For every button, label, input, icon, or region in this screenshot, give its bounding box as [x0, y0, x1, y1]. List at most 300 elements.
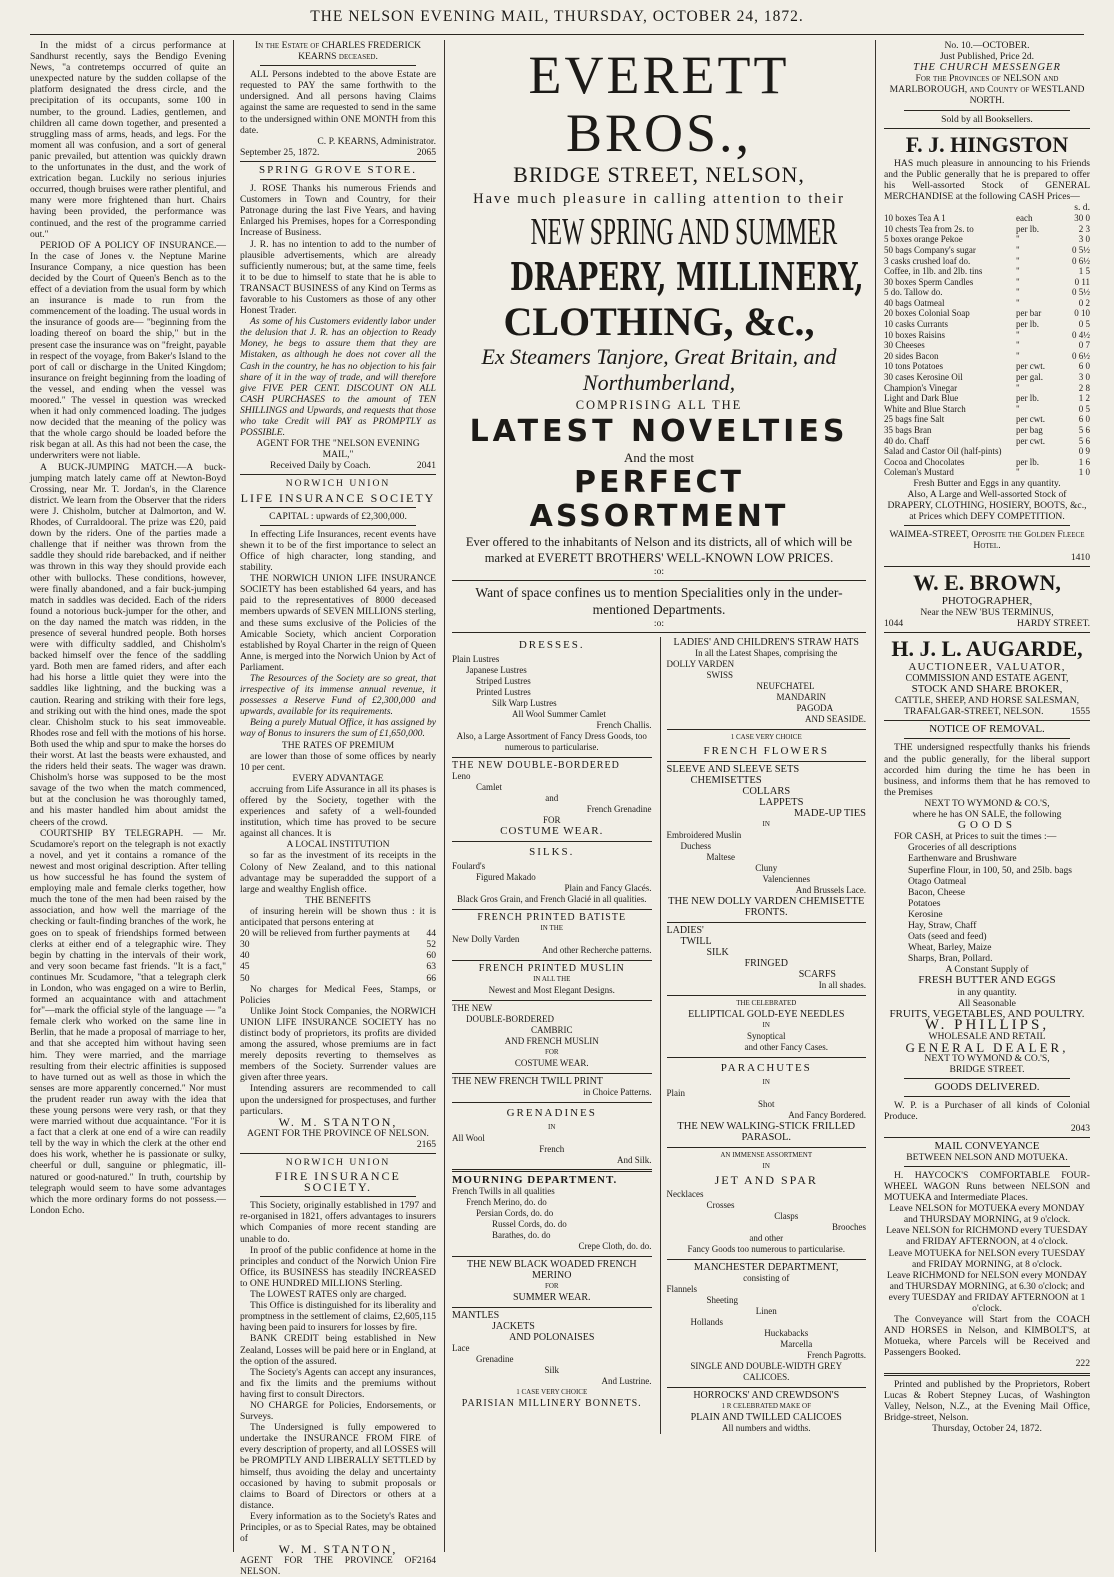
fj-fresh: Fresh Butter and Eggs in any quantity. — [913, 477, 1061, 489]
list-item: DOUBLE-BORDERED — [466, 1014, 554, 1025]
article-circus: In the midst of a circus performance at Sandhurst recently, says the Bendigo Evening News, "a contretemps occurred of quite an unexpected nature by the sudden collapse of the platform designated the dress circle, and the precipitation of its occupants, some 100 in number, to the ground. Ladies, gentlemen, and children all came down together, and presented a struggling mass of arms, heads, and legs. For the moment all was confusion, and a sort of general panic prevailed, but attention was quickly drawn to the unfortunates in the dust, and the work of extrication began. Luckily no serious injuries occurred, though bruises were rather plentiful, and many were more frightened than hurt. Chairs having been provided, the performance was continued, and the rest of the programme carried out." — [30, 40, 226, 240]
box — [667, 1147, 867, 1255]
list-item: Marcella — [780, 1339, 813, 1350]
schedule-item: Leave RICHMOND for NELSON every MONDAY and THURSDAY MORNING, at 6.30 o'clock; and every TUESDAY and FRIDAY AFTERNOON at 1 o'clock. — [886, 1269, 1088, 1314]
table-row: Coleman's Mustard " 1 0 — [884, 467, 1090, 478]
table-row: 10 tons Potatoes per cwt. 6 0 — [884, 361, 1090, 372]
list-item: MANDARIN — [776, 692, 826, 703]
list-item: Flannels — [666, 1284, 697, 1295]
list-item: French Grenadine — [586, 804, 652, 815]
life-para-1: In effecting Life Insurances, recent events have shewn it to be of the first importance to select an Office of high character, long standing, and stability. — [240, 528, 436, 574]
box — [452, 1256, 652, 1303]
ad-pleasure: Have much pleasure in calling attention to their — [473, 191, 845, 207]
fire-title: FIRE INSURANCE SOCIETY. — [275, 1169, 401, 1195]
list-item: Plain and Fancy Glacés. — [564, 883, 652, 894]
divider — [240, 474, 436, 475]
table-row: 35 bags Bran per bag 5 6 — [884, 425, 1090, 435]
life-advantage-body: accruing from Life Assurance in all its phases is offered by the Society, together with the experiences and safety of a well-founded institution, which time has proved to be secure against all chances. It is — [240, 783, 436, 840]
estate-footer — [240, 147, 436, 158]
estate-body: ALL Persons indebted to the above Estate are requested to PAY the same forthwith to the undersigned. And all persons having Claims against the same are requested to send in the same to the undersigned within ONE MONTH from this date. — [240, 69, 436, 136]
list-item: Bacon, Cheese — [908, 886, 966, 898]
web-number: 1044 — [884, 617, 904, 629]
ad-latest: LATEST NOVELTIES — [469, 414, 849, 449]
list-item: 1 R CELEBRATED MAKE OF — [721, 1402, 811, 1411]
list-item: Brooches — [832, 1222, 866, 1233]
list-item: Potatoes — [908, 897, 941, 909]
table-row: 45 63 — [240, 961, 436, 973]
list-item: LAPPETS — [759, 797, 804, 809]
table-row: 30 Cheeses " 0 7 — [884, 340, 1090, 351]
list-item: New Dolly Varden — [452, 934, 520, 945]
list-item: Sharps, Bran, Pollard. — [908, 953, 993, 965]
list-item: Camlet — [476, 782, 502, 793]
spring-grove-number: 2041 — [416, 460, 436, 472]
table-row: 30 52 — [240, 939, 436, 951]
column-adverts-left — [240, 40, 437, 1577]
life-number: 2165 — [416, 1138, 436, 1150]
column-news — [30, 40, 226, 1552]
mail-conveyance: MAIL CONVEYANCE — [934, 1139, 1040, 1152]
list-item: French Twills in all qualities — [452, 1186, 555, 1197]
box — [667, 995, 867, 1053]
list-item: Figured Makado — [476, 872, 536, 883]
fire-agent: AGENT FOR THE PROVINCE OF NELSON. — [240, 1555, 417, 1577]
box — [452, 841, 652, 905]
article-buck-jumping: A BUCK-JUMPING MATCH.—A buck-jumping match lately came off at Newton-Boyd Crossing, near Mr. T. Jordan's, in the Clarence district. We learn from the Observer that the riders were J. Chisholm, butcher at Dalmorton, and W. Rhodes, of Curraldooral. The prize was £20, paid down by the riders. One of the parties made a challenge that if neither was thrown from the saddle they should ride barebacked, and if neither was thrown in this way they should provide each other with bullocks. These conditions, however, were finally abandoned, and a fair buck-jumping match in saddles was decided. Each of the riders found a notorious buck-jumper for the other, and on the day named the match was ridden, in the presence of several hundred people. Both horses were with difficulty saddled, and Chisholm's backed himself over the fence of the saddling yard. Both men are famed riders, and after each had his horse a little quiet they were into the saddles like lightning, and the bucking was a caution. Rearing and striking with their fore legs, and striking out with the hind ones, made the spot clear. Chisholm stuck to his seat immoveable. Rhodes rose and fell with the motions of his horse. Both used the whip and spur to make the horses do their worst. At last the beasts were exhausted, and the riders held their seats. The wager was drawn. Chisholm's horse was supposed to be the most savage of the two when the match commenced, but at the conclusion he was thoroughly tamed, and his master handled him about amidst the cheers of the crowd. — [30, 461, 226, 828]
list-item: Embroidered Muslin — [666, 830, 742, 841]
black-for: FOR — [544, 1282, 559, 1291]
box — [452, 1073, 652, 1098]
fresh-butter: FRESH BUTTER AND EGGS — [918, 974, 1056, 987]
supply: A Constant Supply of — [945, 964, 1029, 976]
list-item: and other — [749, 1233, 784, 1244]
list-item: Striped Lustres — [476, 676, 531, 687]
list-item: Superfine Flour, in 100, 50, and 25lb. bags — [908, 864, 1073, 876]
list-item: and — [545, 793, 559, 804]
next-wymond: NEXT TO WYMOND & CO.'S, — [924, 1053, 1050, 1065]
manchester-heading: MANCHESTER DEPARTMENT, — [693, 1262, 839, 1274]
divider — [904, 738, 1070, 739]
notice-body: THE undersigned respectfully thanks his friends and the public generally, for the liberal support accorded him during the time he has been in business, and informs them that he has removed to the Premises — [884, 742, 1090, 798]
departments-right — [660, 637, 867, 1434]
table-row: 5 do. Tallow do. " 0 5½ — [884, 287, 1090, 298]
list-item: TWILL — [680, 936, 712, 948]
list-item: DOLLY VARDEN — [666, 659, 735, 670]
divider — [904, 1078, 1070, 1079]
list-item: French Challis. — [596, 720, 652, 731]
any-quantity: in any quantity. — [957, 986, 1017, 998]
list-item: consisting of — [743, 1273, 790, 1284]
fire-para-4: This Office is distinguished for its liberality and promptness in the settlement of claims, £2,605,115 having been paid to insurers for losses by fire. — [240, 1300, 436, 1334]
list-item: Silk Warp Lustres — [492, 698, 557, 709]
life-rates-body: are lower than those of some offices by nearly 10 per cent. — [240, 750, 436, 773]
fire-para-6: The Society's Agents can accept any insurances, and fix the limits and the premiums without having first to consult Directors. — [240, 1366, 436, 1400]
fire-para-9: Every information as to the Society's Rates and Principles, or as to Special Rates, may be obtained of — [240, 1510, 436, 1545]
list-item: Plain Lustres — [452, 654, 500, 665]
list-item: Newest and Most Elegant Designs. — [488, 985, 615, 996]
ad-street: BRIDGE STREET, NELSON, — [513, 162, 805, 187]
divider — [884, 632, 1090, 633]
muslin-heading: FRENCH PRINTED MUSLIN — [478, 963, 625, 975]
black-merino: THE NEW BLACK WOADED FRENCH MERINO — [466, 1259, 637, 1282]
list-item: COSTUME WEAR. — [514, 1058, 589, 1069]
list-item: Crosses — [706, 1200, 735, 1211]
life-para-2: THE NORWICH UNION LIFE INSURANCE SOCIETY has been established 64 years, and has paid to the representatives of 8000 deceased members upwards of SEVEN MILLIONS sterling, and these sums exclusive of the Policies of the Amicable Society, which ancient Corporation established by Royal Charter in the reign of Queen Anne, is merged into the Norwich Union by Act of Parliament. — [240, 573, 436, 673]
list-item: FOR — [542, 815, 561, 826]
ad-separator: :o: — [653, 566, 665, 577]
list-item: And other Recherche patterns. — [542, 945, 652, 956]
costume-wear: COSTUME WEAR. — [500, 825, 604, 838]
ad-departments — [452, 637, 866, 1434]
table-row: Light and Dark Blue per lb. 1 2 — [884, 393, 1090, 404]
needles-heading: ELLIPTICAL GOLD-EYE NEEDLES — [688, 1009, 845, 1021]
divider — [452, 1169, 652, 1172]
life-para-6: Intending assurers are recommended to call upon the undersigned for prospectuses, and further particulars. — [240, 1083, 436, 1117]
general-dealer: GENERAL DEALER, — [905, 1040, 1069, 1055]
box — [452, 757, 652, 837]
list-item: SWISS — [706, 670, 734, 681]
box — [452, 1102, 652, 1166]
list-item: FOR — [544, 1048, 559, 1057]
list-item: Necklaces — [666, 1189, 704, 1200]
table-row: Coffee, in 1lb. and 2lb. tins " 1 5 — [884, 266, 1090, 277]
hjl-line-1: AUCTIONEER, VALUATOR, — [908, 660, 1066, 673]
list-item: Otago Oatmeal — [908, 875, 967, 887]
list-item: Groceries of all descriptions — [908, 842, 1017, 854]
list-item: SINGLE AND DOUBLE-WIDTH GREY CALICOES. — [690, 1361, 843, 1383]
article-insurance: PERIOD OF A POLICY OF INSURANCE.— In the case of Jones v. the Neptune Marine Insurance Company, a nice question has been decided by the Court of Queen's Bench as to the effect of a deviation from the usual form by which an insurance is made to run from the commencement of the loading. The usual words in the insurance of goods are— "beginning from the loading thereof on board the ship," but in the present case the insurance was on "freight, payable in respect of the voyage, from Baker's Island to the port of call or discharge in the United Kingdom; insurance on freight beginning from the loading of the vessel, and ending when the vessel was moored." The vessel in question was wrecked when it had only commenced loading. The judges now decided that the meaning of the policy was that the whole cargo should be loaded before the risk began at all. As this had not been the case, the underwriters were not liable. — [30, 239, 226, 462]
fj-number: 1410 — [1070, 551, 1090, 563]
notice-next: NEXT TO WYMOND & CO.'S, — [924, 797, 1050, 809]
list-item: Leno — [452, 771, 471, 782]
dolly-varden-fronts: THE NEW DOLLY VARDEN CHEMISETTE FRONTS. — [668, 896, 865, 919]
box — [452, 909, 652, 956]
estate-date: September 25, 1872. — [240, 146, 320, 158]
box — [667, 761, 867, 918]
table-row: Champion's Vinegar " 2 8 — [884, 382, 1090, 393]
life-benefits: THE BENEFITS — [305, 894, 371, 906]
hjl-footer — [884, 706, 1090, 717]
list-item: French Merino, do. do — [466, 1197, 547, 1208]
walking-stick-parasol: THE NEW WALKING-STICK FRILLED PARASOL. — [677, 1121, 856, 1144]
fire-footer — [240, 1555, 436, 1577]
list-item: Silk — [544, 1365, 559, 1376]
parachutes-heading: PARACHUTES — [720, 1062, 812, 1075]
wholesale: WHOLESALE AND RETAIL — [928, 1030, 1046, 1042]
everett-bros-advert — [452, 40, 866, 1552]
dresses-also: Also, a Large Assortment of Fancy Dress Goods, too numerous to particularise. — [456, 731, 647, 753]
list-item: Sheeting — [706, 1295, 738, 1306]
divider — [260, 179, 416, 180]
table-row: 30 cases Kerosine Oil per gal. 3 0 — [884, 372, 1090, 383]
divider — [240, 161, 436, 162]
departments-left — [452, 637, 652, 1434]
life-signature: W. M. STANTON, — [278, 1114, 398, 1129]
list-item: CAMBRIC — [530, 1025, 573, 1036]
straw-hats-sub: In all the Latest Shapes, comprising the — [695, 648, 838, 659]
list-item: Earthenware and Brushware — [908, 853, 1017, 865]
table-row: White and Blue Starch " 0 5 — [884, 403, 1090, 414]
goods-list — [884, 842, 1090, 964]
list-item: Maltese — [706, 852, 735, 863]
list-item: Fancy Goods too numerous to particularise. — [687, 1244, 845, 1255]
ad-line-clothing: CLOTHING, &c., — [503, 299, 815, 344]
list-item: Duchess — [680, 841, 711, 852]
life-local-body: so far as the investment of its receipts in the Colony of New Zealand, and to this national advantage may be superadded the support of a large and wealthy English office. — [240, 850, 436, 895]
divider — [884, 720, 1090, 721]
list-item: AND SEASIDE. — [804, 714, 866, 725]
table-row: 40 bags Oatmeal " 0 2 — [884, 297, 1090, 308]
table-row: 40 60 — [240, 950, 436, 962]
column-divider — [233, 40, 234, 1552]
list-item: And Silk. — [616, 1155, 652, 1166]
web-hardy: HARDY STREET. — [1016, 617, 1090, 629]
ad-perfect: PERFECT ASSORTMENT — [529, 465, 789, 534]
list-item: Plain — [666, 1088, 686, 1099]
list-item: Oats (seed and feed) — [908, 931, 987, 943]
list-item: AN IMMENSE ASSORTMENT — [720, 1151, 813, 1160]
divider — [452, 632, 866, 633]
table-row: Cocoa and Chocolates per lb. 1 6 — [884, 456, 1090, 467]
article-courtship: COURTSHIP BY TELEGRAPH. — Mr. Scudamore's report on the telegraph is not exactly a novel, and yet it contains a romance of the newest and most original description. After telling us how successful he has found the system of employing male and female clerks together, how much the tone of the men had been raised by the association, and how well the marriage of the checking or fault-finding branches of the work, he goes on to speak of friendships formed between clerks at either end of a telegraphic wire. They begin by chatting in the intervals of their work, and very soon became fast friends. "It is a fact," continues Mr. Scudamore, "that a telegraph clerk in London, who was engaged on a wire to Berlin, formed an acquaintance with and attachment for"—mark the official style of the language — "a female clerk who worked on the same line in Berlin, that he made a proposal of marriage to her, and that she accepted him without having seen him. They were married, and the marriage resulting from their electric affinities is supposed to have turned out as well as those in which the senses are more apparently concerned." Nor must the prudent reader run away with the idea that these young persons were very rash, or that they were married without due acquaintance. "For it is a fact that a clerk at one end of a wire can readily tell by the way in which the clerk at the other end does his work, whether he is passionate or sulky, cheerful or dull, sanguine or phlegmatic, ill-natured or good-natured." In truth, courtship by telegraph would seem to have some advantages which the more ordinary forms do not possess.—London Echo. — [30, 827, 226, 1216]
case-choice: 1 CASE VERY CHOICE — [516, 1388, 588, 1397]
schedule-item: The Conveyance will Start from the COACH AND HORSES in Nelson, and KIMBOLT'S, at Motueka, where Parcels will be Received and Passengers Booked. — [884, 1314, 1090, 1359]
fruits: FRUITS, VEGETABLES, AND POULTRY. — [889, 1007, 1085, 1020]
hjl-line-4: CATTLE, SHEEP, AND HORSE SALESMAN, — [894, 695, 1080, 707]
list-item: Kerosine — [908, 908, 943, 920]
spring-grove-body-2: J. R. has no intention to add to the number of plausible advertisements, which are already sufficiently numerous; but, at the same time, feels it to be due to himself to state that he is able to TRANSACT BUSINESS of any Kind on Terms as favorable to his Customers as those of any other Honest Trader. — [240, 238, 436, 317]
life-nocharge: No charges for Medical Fees, Stamps, or Policies — [240, 983, 436, 1006]
table-row: 10 chests Tea from 2s. to per lb. 2 3 — [884, 223, 1090, 234]
divider — [260, 507, 416, 508]
list-item: IN — [762, 820, 770, 829]
notice-cash: FOR CASH, at Prices to suit the times :— — [894, 831, 1057, 843]
list-item: Huckabacks — [764, 1328, 809, 1339]
life-local: A LOCAL INSTITUTION — [286, 839, 390, 851]
list-item: IN — [762, 1162, 770, 1171]
church-number: No. 10.—OCTOBER. — [944, 40, 1030, 51]
list-item: And Brussels Lace. — [795, 885, 866, 896]
fj-hingston: F. J. HINGSTON — [905, 131, 1069, 157]
fire-para-8: The Undersigned is fully empowered to undertake the INSURANCE FROM FIRE of every description of property, and all LOSSES will be PROMPTLY AND LIBERALLY SETTLED by himself, thus avoiding the delay and uncertainty occasioned by having to submit proposals or claims to Board of Directors or others at a distance. — [240, 1422, 437, 1511]
list-item: All numbers and widths. — [722, 1423, 811, 1434]
list-item: AND FRENCH MUSLIN — [504, 1036, 599, 1047]
table-row: 40 do. Chaff per cwt. 5 6 — [884, 435, 1090, 446]
batiste-heading: FRENCH PRINTED BATISTE — [477, 912, 627, 924]
masthead-rule — [30, 34, 1084, 35]
list-item: THE CELEBRATED — [736, 999, 797, 1008]
double-bordered-heading: THE NEW DOUBLE-BORDERED — [452, 760, 620, 772]
price-head: s. d. — [1074, 202, 1090, 214]
divider — [884, 128, 1090, 129]
goods-delivered: GOODS DELIVERED. — [934, 1081, 1040, 1094]
list-item: All Wool — [452, 1133, 485, 1144]
parisian-bonnets: PARISIAN MILLINERY BONNETS. — [461, 1398, 642, 1410]
divider — [904, 525, 1070, 526]
price-list — [884, 213, 1090, 478]
church-title: THE CHURCH MESSENGER — [913, 62, 1061, 74]
list-item: THE NEW — [452, 1003, 493, 1014]
list-item: Japanese Lustres — [466, 665, 527, 676]
table-row: 20 sides Bacon " 0 6½ — [884, 350, 1090, 361]
divider — [884, 566, 1090, 567]
notice-goods: GOODS — [958, 819, 1016, 832]
web-footer — [884, 618, 1090, 629]
list-item: And Lustrine. — [601, 1376, 652, 1387]
life-benefits-body: of insuring herein will be shown thus : it is anticipated that persons entering at — [240, 905, 436, 929]
ad-steamers: Ex Steamers Tanjore, Great Britain, and Northumberland, — [481, 344, 837, 395]
list-item: SLEEVE AND SLEEVE SETS — [666, 764, 800, 776]
web-photographer: PHOTOGRAPHER, — [941, 594, 1033, 607]
schedule-item: Leave NELSON for MOTUEKA every MONDAY and THURSDAY MORNING, at 9 o'clock. — [889, 1203, 1085, 1226]
divider — [260, 1196, 416, 1197]
list-item: Clasps — [774, 1211, 799, 1222]
hjl-address: TRAFALGAR-STREET, NELSON. — [904, 706, 1044, 718]
hjl-line-3: STOCK AND SHARE BROKER, — [911, 683, 1063, 696]
divider — [904, 1096, 1070, 1097]
life-top: NORWICH UNION — [285, 478, 391, 490]
ad-company-name: EVERETT BROS., — [528, 45, 790, 163]
estate-heading: In the Estate of CHARLES FREDERICK KEARNS deceased. — [254, 40, 422, 63]
fj-body: HAS much pleasure in announcing to his Friends and the Public generally that he is prepared to offer his Well-assorted Stock of GENERAL MERCHANDISE at the following CASH Prices— — [884, 157, 1090, 202]
divider — [260, 525, 416, 526]
table-row: 10 boxes Tea A 1 each 30 0 — [884, 213, 1090, 224]
imprint-date: Thursday, October 24, 1872. — [932, 1422, 1042, 1434]
list-item: French Pagrotts. — [807, 1350, 866, 1361]
box — [667, 1387, 867, 1434]
list-item: Linen — [755, 1306, 777, 1317]
spring-grove-body-3: As some of his Customers evidently labor under the delusion that J. R. has an objection to Ready Money, he begs to assure them that they are Mistaken, as although he does not cover all the Cash in the country, he has no objection to his fair share of it in the way of trade, and will therefore give FIVE PER CENT. DISCOUNT ON ALL CASH PURCHASES to the amount of TEN SHILLINGS and Upwards, and requests that those who take Credit will PAY as PROMPTLY as POSSIBLE. — [240, 316, 436, 439]
wp-number: 2043 — [1070, 1122, 1090, 1134]
french-flowers: FRENCH FLOWERS — [703, 745, 829, 758]
schedule-item: Leave MOTUEKA for NELSON every TUESDAY and FRIDAY MORNING, at 8 o'clock. — [888, 1247, 1086, 1270]
church-sold: Sold by all Booksellers. — [941, 113, 1033, 125]
w-phillips: W. PHILLIPS, — [924, 1016, 1050, 1033]
list-item: Shot — [757, 1099, 775, 1110]
spring-grove-daily: Received Daily by Coach. — [270, 460, 371, 472]
list-item: Foulard's — [452, 861, 486, 872]
life-agent: AGENT FOR THE PROVINCE OF NELSON. — [247, 1127, 429, 1139]
masthead: THE NELSON EVENING MAIL, THURSDAY, OCTOBER 24, 1872. — [310, 8, 804, 25]
box — [667, 729, 867, 757]
list-item: And Fancy Bordered. — [788, 1110, 866, 1121]
list-item: Valenciennes — [762, 874, 810, 885]
spring-grove-body: J. ROSE Thanks his numerous Friends and Customers in Town and Country, for their Patronage during the last Five Years, and having Enlarged his Premises, hopes for a Corresponding Increase of Business. — [240, 183, 436, 239]
notice-title: NOTICE OF REMOVAL. — [929, 723, 1045, 736]
list-item: Synoptical — [747, 1031, 786, 1042]
divider — [904, 110, 1070, 111]
hjl-number: 1555 — [1070, 706, 1090, 718]
divider — [452, 580, 866, 581]
jet-and-spar: JET AND SPAR — [714, 1173, 818, 1188]
ad-and-most: And the most — [623, 450, 695, 465]
life-capital: CAPITAL : upwards of £2,300,000. — [269, 510, 407, 522]
table-row: 20 boxes Colonial Soap per bar 0 10 — [884, 308, 1090, 319]
ad-offered: Ever offered to the inhabitants of Nelson and its districts, all of which will be marked at EVERETT BROTHERS' WELL-KNOWN LOW PRICES. — [465, 535, 853, 565]
notice-sale: where he has ON SALE, the following — [912, 809, 1062, 821]
haycock-body: H. HAYCOCK'S COMFORTABLE FOUR-WHEEL WAGON Runs between NELSON and MOTUEKA and Intermediate Places. — [884, 1169, 1090, 1204]
silks-heading: SILKS. — [529, 846, 575, 859]
wp-note: W. P. is a Purchaser of all kinds of Colonial Produce. — [884, 1100, 1090, 1123]
list-item: SCARFS — [798, 969, 836, 981]
twill-heading: THE NEW FRENCH TWILL PRINT — [452, 1076, 603, 1088]
life-para-5: Unlike Joint Stock Companies, the NORWICH UNION LIFE INSURANCE SOCIETY has no distinct body of proprietors, its profits are divided among the assured, whose premiums are in fact merely deposits reverting to themselves as members of the Society. Surrender values are given after three years. — [240, 1005, 436, 1084]
box — [667, 1057, 867, 1143]
fj-address: WAIMEA-STREET, Opposite the Golden Fleece Hotel. — [889, 529, 1085, 552]
list-item: in Choice Patterns. — [583, 1087, 652, 1098]
dresses-heading: DRESSES. — [518, 639, 585, 652]
muslin-in-all: IN ALL THE — [533, 975, 571, 984]
church-just: Just Published, Price 2d. — [939, 51, 1035, 63]
list-item: Lace — [452, 1343, 470, 1354]
horrocks: HORROCKS' AND CREWDSON'S — [693, 1390, 840, 1402]
church-for: For the Provinces of NELSON and MARLBOROUGH, and County of WESTLAND NORTH. — [889, 73, 1085, 107]
table-row: 50 66 — [240, 972, 436, 984]
list-item: LADIES' — [666, 925, 704, 937]
list-item: FRINGED — [744, 958, 788, 970]
silk-black: Black Gros Grain, and French Glacié in all qualities. — [457, 894, 647, 905]
list-item: Persian Cords, do. do — [476, 1208, 554, 1219]
list-item: COLLARS — [742, 786, 791, 798]
list-item: In all shades. — [818, 980, 866, 991]
box — [452, 1307, 652, 1409]
table-row: 3 casks crushed loaf do. " 0 6½ — [884, 255, 1090, 266]
seasonable: All Seasonable — [958, 997, 1016, 1009]
list-item: Hay, Straw, Chaff — [908, 919, 977, 931]
life-table — [240, 928, 436, 983]
divider — [240, 1153, 436, 1154]
web-brown: W. E. BROWN, — [913, 569, 1061, 595]
list-item: IN — [762, 1021, 770, 1030]
list-item: NEUFCHATEL — [756, 681, 815, 692]
table-row: 30 boxes Sperm Candles " 0 11 — [884, 276, 1090, 287]
table-row: 10 casks Currants per lb. 0 5 — [884, 319, 1090, 330]
web-near: Near the NEW 'BUS TERMINUS, — [920, 606, 1054, 618]
bridge-street: BRIDGE STREET. — [949, 1064, 1025, 1076]
mantles: MANTLES — [452, 1310, 500, 1322]
table-row: 10 boxes Raisins " 0 4½ — [884, 329, 1090, 340]
ad-separator: :o: — [653, 618, 665, 630]
mail-between: BETWEEN NELSON AND MOTUEKA. — [906, 1151, 1068, 1163]
list-item: CHEMISETTES — [690, 775, 762, 787]
list-item: Printed Lustres — [476, 687, 531, 698]
imprint: Printed and published by the Proprietors, Robert Lucas & Robert Stepney Lucas, of Washington Valley, Nelson, N.Z., at the Evening Mail Office, Bridge-street, Nelson. — [884, 1378, 1090, 1423]
spring-grove-title: SPRING GROVE STORE. — [259, 163, 417, 176]
fj-also: Also, A Large and Well-assorted Stock of DRAPERY, CLOTHING, HOSIERY, BOOTS, &c., at Prices which DEFY COMPETITION. — [887, 489, 1087, 523]
list-item: Barathes, do. do — [492, 1230, 551, 1241]
fire-top: NORWICH UNION — [285, 1157, 391, 1168]
divider — [260, 65, 416, 66]
ad-want: Want of space confines us to mention Specialities only in the under-mentioned Departments. — [475, 585, 843, 618]
column-divider — [444, 40, 445, 1552]
life-advantage: EVERY ADVANTAGE — [292, 772, 384, 784]
list-item: SILK — [706, 947, 729, 959]
list-item: Crepe Cloth, do. do. — [578, 1241, 652, 1252]
list-item: Hollands — [690, 1317, 723, 1328]
life-para-4: Being a purely Mutual Office, it has assigned by way of Bonus to insurers the sum of £1,650,000. — [240, 717, 436, 740]
list-item: IN — [762, 1078, 770, 1087]
grenadines-in: IN — [548, 1123, 556, 1132]
box — [667, 1259, 867, 1383]
list-item: Grenadine — [476, 1354, 514, 1365]
list-item: PAGODA — [796, 703, 834, 714]
straw-hats-heading: LADIES' AND CHILDREN'S STRAW HATS — [673, 637, 859, 649]
table-row: 25 bags fine Salt per cwt. 6 0 — [884, 414, 1090, 425]
summer-wear: SUMMER WEAR. — [512, 1292, 591, 1304]
spring-grove-footer — [240, 460, 436, 471]
divider — [884, 1137, 1090, 1138]
list-item: All Wool Summer Camlet — [512, 709, 606, 720]
